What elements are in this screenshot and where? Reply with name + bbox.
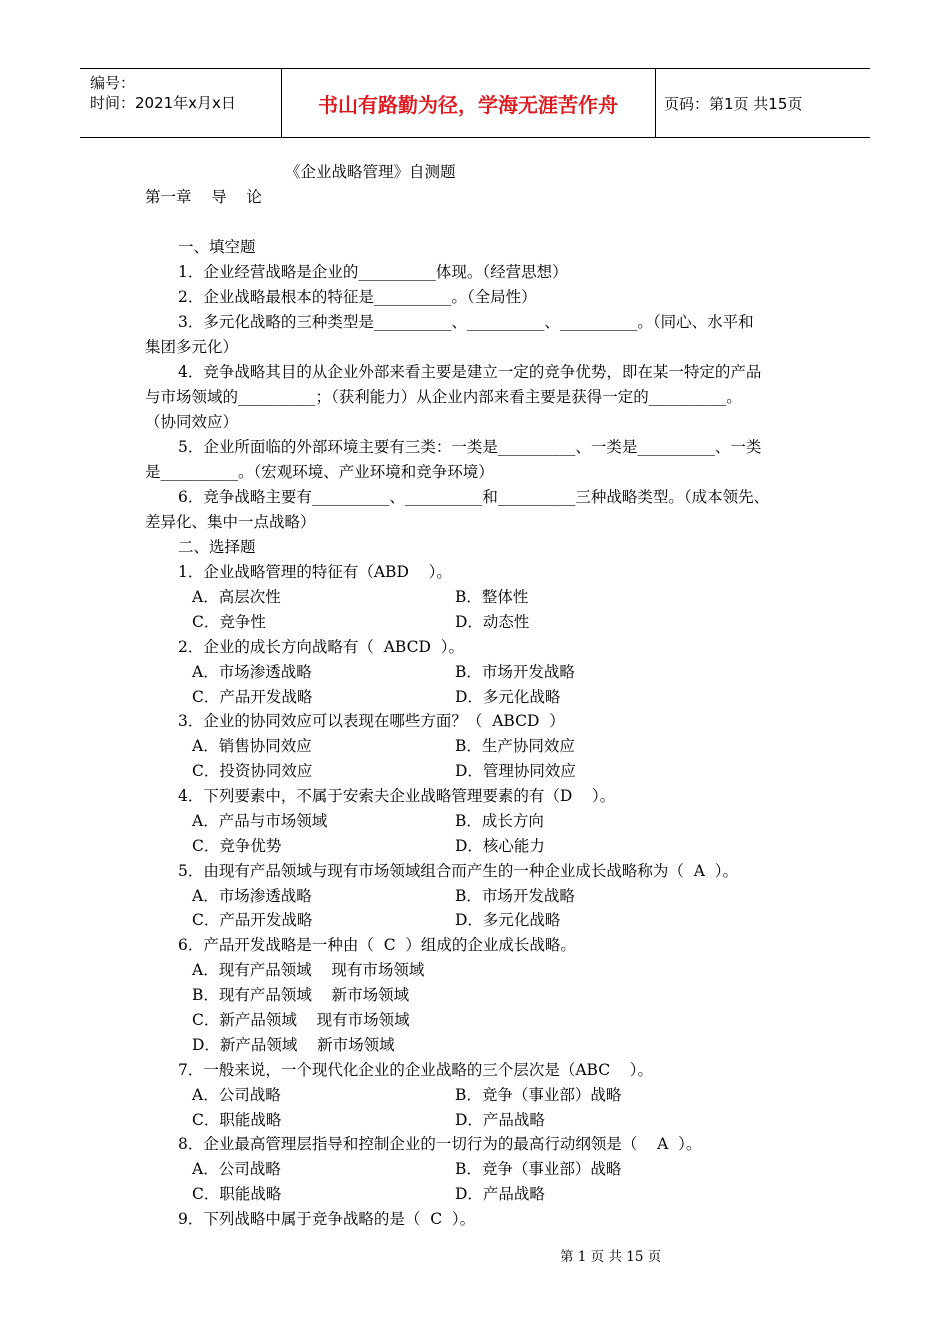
option: B．现有产品领域 新市场领域	[192, 986, 410, 1004]
choice-question: 4．下列要素中，不属于安索夫企业战略管理要素的有（D ）。	[178, 787, 616, 805]
option: B．市场开发战略	[455, 887, 575, 905]
option: D．新产品领域 新市场领域	[192, 1036, 395, 1054]
fill-question: 6．竞争战略主要有__________、__________和__________三种战略类型。（成本领先、	[178, 488, 770, 506]
section-heading: 一、填空题	[178, 238, 256, 256]
header-divider	[655, 69, 656, 137]
header-info	[90, 73, 236, 113]
option: C．新产品领域 现有市场领域	[192, 1011, 410, 1029]
choice-question: 6．产品开发战略是一种由（ C ）组成的企业成长战略。	[178, 936, 576, 954]
option: D．产品战略	[455, 1111, 545, 1129]
option: B．整体性	[455, 588, 529, 606]
choice-question: 2．企业的成长方向战略有（ ABCD ）。	[178, 638, 464, 656]
option: C．职能战略	[192, 1111, 282, 1129]
option: D．产品战略	[455, 1185, 545, 1203]
option: A．公司战略	[192, 1160, 281, 1178]
option: A．市场渗透战略	[192, 663, 312, 681]
number-label: 编号：	[90, 74, 136, 92]
option: C．投资协同效应	[192, 762, 313, 780]
header-motto: 书山有路勤为径，学海无涯苦作舟	[318, 92, 618, 117]
section-heading: 二、选择题	[178, 538, 256, 556]
option: C．产品开发战略	[192, 911, 313, 929]
fill-question: 2．企业战略最根本的特征是__________。（全局性）	[178, 288, 537, 306]
option: B．市场开发战略	[455, 663, 575, 681]
option: A．市场渗透战略	[192, 887, 312, 905]
option: A．销售协同效应	[192, 737, 312, 755]
chapter-heading: 第一章 导 论	[145, 188, 262, 206]
fill-question: 5．企业所面临的外部环境主要有三类：一类是__________、一类是__________、一类	[178, 438, 762, 456]
option: D．管理协同效应	[455, 762, 576, 780]
option: B．竞争（事业部）战略	[455, 1086, 622, 1104]
choice-question: 3．企业的协同效应可以表现在哪些方面？（ ABCD ）	[178, 712, 565, 730]
fill-question: 1．企业经营战略是企业的__________体现。（经营思想）	[178, 263, 568, 281]
choice-question: 9．下列战略中属于竞争战略的是（ C ）。	[178, 1210, 476, 1228]
option: A．产品与市场领域	[192, 812, 328, 830]
option: B．竞争（事业部）战略	[455, 1160, 622, 1178]
choice-question: 1．企业战略管理的特征有（ABD ）。	[178, 563, 452, 581]
option: D．多元化战略	[455, 911, 561, 929]
choice-question: 5．由现有产品领域与现有市场领域组合而产生的一种企业成长战略称为（ A ）。	[178, 862, 739, 880]
choice-question: 7．一般来说，一个现代化企业的企业战略的三个层次是（ABC ）。	[178, 1061, 654, 1079]
fill-question-cont: （协同效应）	[145, 413, 239, 431]
option: D．核心能力	[455, 837, 545, 855]
fill-question-cont: 是__________。（宏观环境、产业环境和竞争环境）	[145, 463, 494, 481]
option: B．成长方向	[455, 812, 544, 830]
fill-question-cont: 集团多元化）	[145, 338, 239, 356]
fill-question: 3．多元化战略的三种类型是__________、__________、__________。（同心、水平和	[178, 313, 754, 331]
option: C．竞争性	[192, 613, 266, 631]
doc-title: 《企业战略管理》自测题	[285, 163, 456, 181]
option: A．公司战略	[192, 1086, 281, 1104]
fill-question-cont: 与市场领域的__________；（获利能力）从企业内部来看主要是获得一定的__________。	[145, 388, 742, 406]
option: B．生产协同效应	[455, 737, 575, 755]
page-footer: 第 1 页 共 15 页	[560, 1249, 662, 1265]
option: C．产品开发战略	[192, 688, 313, 706]
option: D．动态性	[455, 613, 530, 631]
option: C．竞争优势	[192, 837, 282, 855]
option: D．多元化战略	[455, 688, 561, 706]
fill-question: 4．竞争战略其目的从企业外部来看主要是建立一定的竞争优势，即在某一特定的产品	[178, 363, 762, 381]
time-label: 时间：2021年x月x日	[90, 94, 236, 112]
option: A．现有产品领域 现有市场领域	[192, 961, 425, 979]
page-header	[80, 68, 870, 138]
page-code: 页码：第1页 共15页	[664, 94, 803, 113]
fill-question-cont: 差异化、集中一点战略）	[145, 513, 316, 531]
option: A．高层次性	[192, 588, 281, 606]
choice-question: 8．企业最高管理层指导和控制企业的一切行为的最高行动纲领是（ A ）。	[178, 1135, 702, 1153]
option: C．职能战略	[192, 1185, 282, 1203]
